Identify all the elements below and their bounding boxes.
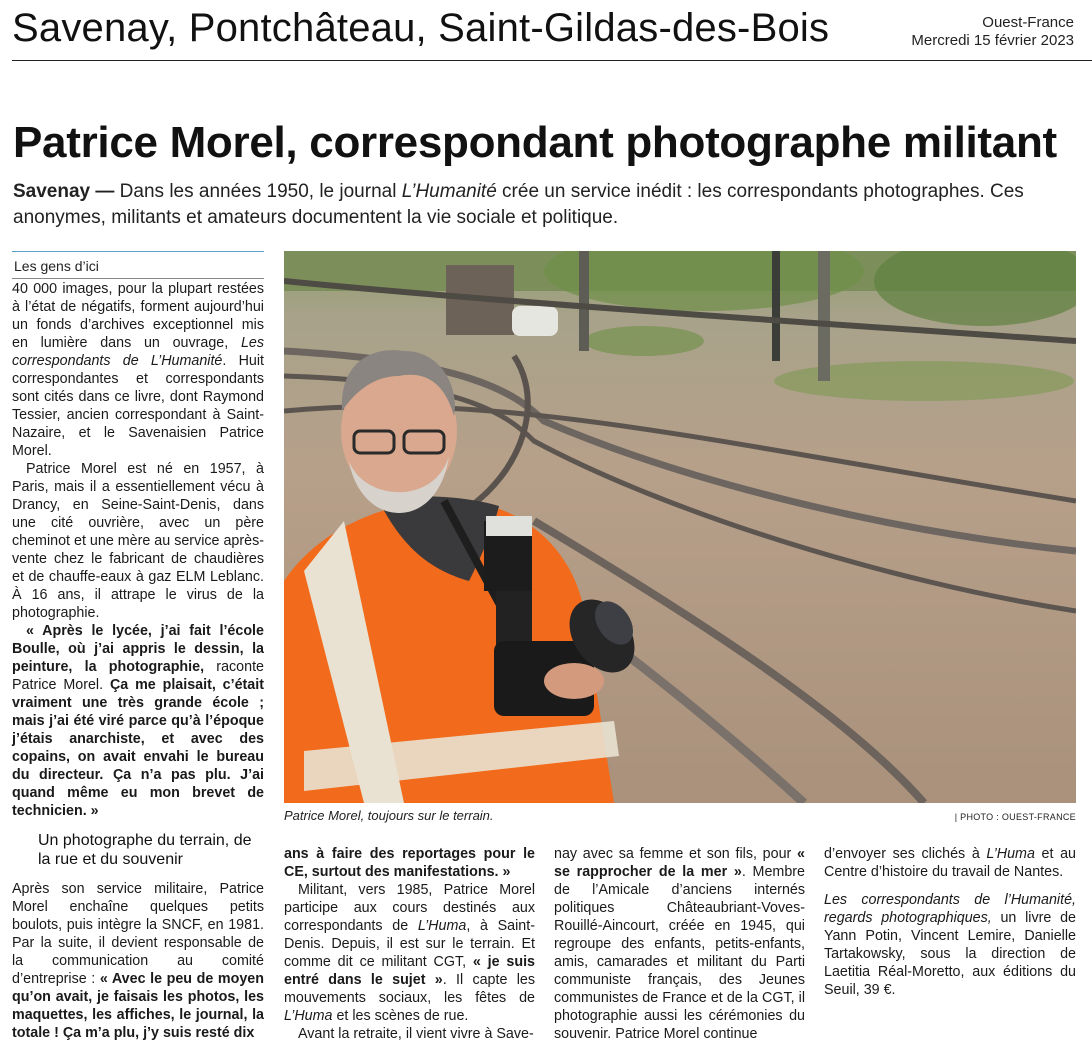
article-column-2 — [284, 845, 535, 1043]
rubric-label: Les gens d’ici — [14, 258, 99, 274]
rubric-rule — [12, 278, 264, 279]
headline: Patrice Morel, correspondant photographe militant — [13, 118, 1057, 167]
paragraph: « Après le lycée, j’ai fait l’école Boulle, où j’ai appris le dessin, la peinture, la photographie, raconte Patrice Morel. Ça me plaisait, c’était vraiment une très grande école ; mais j’ai été viré parce qu’à l’époque j’étais anarchiste, et avec des copains, on avait envahi le bureau du directeur. Ça n’a pas plu. J’ai quand même eu mon brevet de technicien. » — [12, 623, 264, 819]
paper-info — [911, 14, 1074, 50]
dateline: Savenay — — [13, 181, 115, 202]
photo-illustration — [284, 251, 1076, 803]
photo-caption: Patrice Morel, toujours sur le terrain. — [284, 808, 494, 823]
paragraph: d’envoyer ses clichés à L’Huma et au Centre d’histoire du travail de Nantes. — [824, 846, 1076, 880]
paper-name: Ouest-France — [982, 14, 1074, 31]
paragraph: 40 000 images, pour la plupart restées à l’état de négatifs, forment aujourd’hui un fonds d’archives exceptionnel mis en lumière dans un ouvrage, Les correspondants de L’Humanité. Huit correspondantes et correspondants sont cités dans ce livre, dont Raymond Tessier, ancien correspondant à Saint-Nazaire, et le Savenaisien Patrice Morel. — [12, 281, 264, 459]
paragraph: nay avec sa femme et son fils, pour « se rapprocher de la mer ». Membre de l’Amicale d’anciens internés politiques Châteaubriant-Voves-Rouillé-Aincourt, créée en 1945, qui regroupe des enfants, petits-enfants, amis, camarades et militant du Parti communiste français, des Jeunes communistes de France et de la CGT, il photographie aussi les cérémonies du souvenir. Patrice Morel continue — [554, 846, 805, 1042]
paragraph: Patrice Morel est né en 1957, à Paris, mais il a essentiellement vécu à Drancy, en Seine-Saint-Denis, dans une cité ouvrière, avec un père cheminot et une mère au service après-vente chez le fabricant de chaudières et de chauffe-eaux à gaz ELM Leblanc. À 16 ans, il attrape le virus de la photographie. — [12, 461, 264, 621]
article-photo — [284, 251, 1076, 803]
standfirst-text: Dans les années 1950, le journal — [114, 181, 402, 202]
issue-date: Mercredi 15 février 2023 — [911, 32, 1074, 49]
photo-credit: | PHOTO : OUEST-FRANCE — [954, 812, 1076, 822]
standfirst — [13, 179, 1073, 231]
subheading: Un photographe du terrain, de la rue et du souvenir — [38, 832, 252, 868]
article-column-3 — [554, 845, 805, 1043]
paragraph: Avant la retraite, il vient vivre à Save- — [298, 1026, 534, 1042]
standfirst-text: crée un service inédit : les correspondants photographes. Ces anonymes, militants et amateurs documentent la vie sociale et politique. — [13, 181, 1024, 228]
masthead-rule — [12, 60, 1092, 61]
book-reference: Les correspondants de l’Humanité, regards photographiques, un livre de Yann Potin, Vincent Lemire, Danielle Tartakowsky, sous la direction de Laetitia Réal-Moretto, aux éditions du Seuil, 39 €. — [824, 892, 1076, 998]
paragraph: Militant, vers 1985, Patrice Morel participe aux cours destinés aux correspondants de L’Huma, à Saint-Denis. Depuis, il est sur le terrain. Et comme dit ce militant CGT, « je suis entré dans le sujet ». Il capte les mouvements sociaux, les fêtes de L’Huma et les scènes de rue. — [284, 882, 536, 1024]
standfirst-italic: L’Humanité — [401, 181, 497, 202]
article-column-4 — [824, 845, 1076, 999]
section-title: Savenay, Pontchâteau, Saint-Gildas-des-Bois — [12, 6, 830, 50]
article-column-1 — [12, 280, 264, 820]
paragraph: ans à faire des reportages pour le CE, surtout des manifestations. » — [284, 846, 535, 880]
rubric-rule — [12, 251, 264, 252]
article-column-1b — [12, 880, 264, 1042]
paragraph: Après son service militaire, Patrice Morel enchaîne quelques petits boulots, puis intègre la SNCF, en 1981. Par la suite, il devient responsable de la communication au comité d’entreprise : « Avec le peu de moyen qu’on avait, je faisais les photos, les maquettes, les affiches, le journal, la totale ! Ça m’a plu, j’y suis resté dix — [12, 881, 264, 1041]
